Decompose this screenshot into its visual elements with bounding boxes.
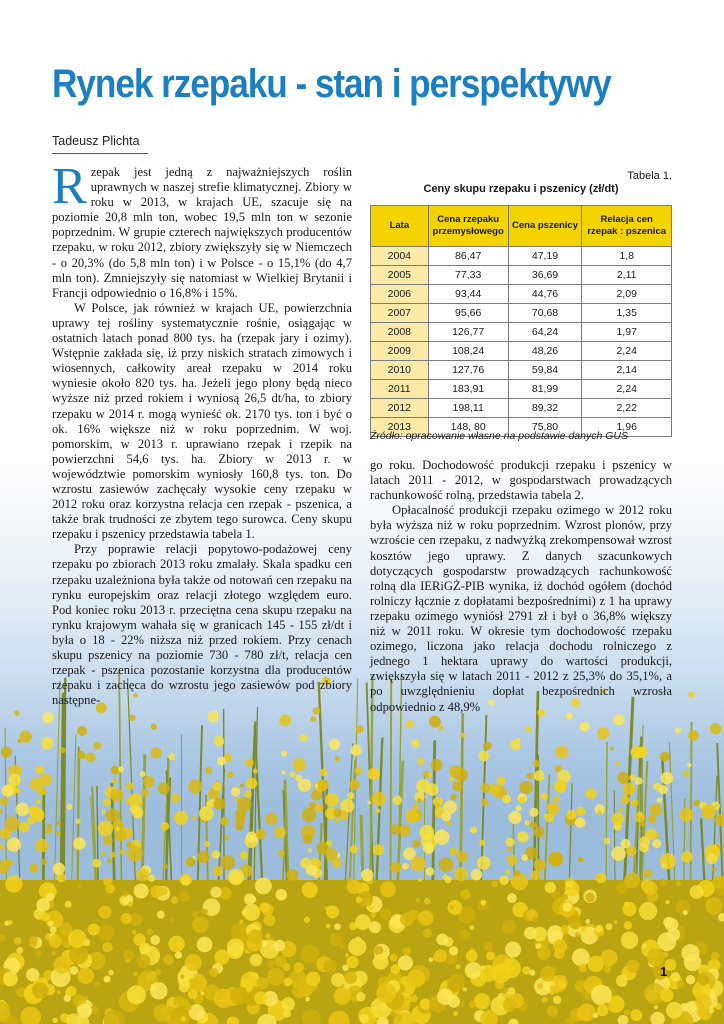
table-row [371,323,672,342]
cell-ratio: 2,24 [582,380,672,399]
cell-rapeseed-price: 77,33 [428,266,508,285]
table-title: Ceny skupu rzepaku i pszenicy (zł/dt) [423,183,619,195]
author-name: Tadeusz Plichta [52,134,140,148]
table-row [371,285,672,304]
cell-rapeseed-price: 126,77 [428,323,508,342]
table-row [371,247,672,266]
header-wheat-price: Cena pszenicy [508,206,582,247]
table-row [371,266,672,285]
cell-ratio: 2,14 [582,361,672,380]
cell-ratio: 2,22 [582,399,672,418]
cell-rapeseed-price: 127,76 [428,361,508,380]
author-divider [52,153,148,154]
cell-wheat-price: 81,99 [508,380,582,399]
paragraph: W Polsce, jak również w krajach UE, powierzchnia uprawy tej rośliny systematycznie rośnie, osiągając w ostatnich latach ponad 800 tys. ha (rzepak jary i ozimy). Wstępnie zakłada się, iż przy niskich stratach zimowych i wiosennych, całkowity areał rzepaku w 2014 roku wyniesie około 820 tys. ha. Jeżeli jego plony będą nieco wyższe niż przed rokiem i wyniosą 26,5 dt/ha, to zbiory rzepaku w 2014 r. mogą wynieść ok. 2170 tys. ton i być o ok. 16% większe niż w roku poprzednim. W woj. pomorskim, w 2013 r. uprawiano rzepak i rzepik na powierzchni 54,6 tys. ha. Zbiory w 2013 r. w województwie pomorskim wyniosły 160,8 tys. ton. Do wzrostu zasiewów zachęcały wysokie ceny rzepaku w 2012 roku oraz korzystna relacja cen rzepak - pszenica, a także brak trudności ze zbytem tego surowca. Ceny skupu rzepaku i pszenicy przedstawia tabela 1. [52,300,352,542]
cell-wheat-price: 64,24 [508,323,582,342]
cell-wheat-price: 59,84 [508,361,582,380]
cell-rapeseed-price: 198,11 [428,399,508,418]
paragraph-text: zepak jest jedną z najważniejszych roślin uprawnych w naszej strefie klimatycznej. Zbiory w roku w 2013, w krajach UE, szacuje się na poziomie 20,8 mln ton, wobec 19,5 mln ton w sezonie poprzednim. W grupie czterech największych producentów rzepaku, w roku 2012, zbiory zwiększyły się w Niemczech - o 20,3% (do 5,8 mln ton) i w Polsce - o 15,1% (do 4,7 mln ton). Zmniejszyły się natomiast w Wielkiej Brytanii i Francji odpowiednio o 16,8% i 15%. [52,165,352,300]
header-rapeseed-price: Cena rzepaku przemysłowego [428,206,508,247]
cell-ratio: 2,11 [582,266,672,285]
cell-wheat-price: 44,76 [508,285,582,304]
cell-ratio: 1,35 [582,304,672,323]
cell-year: 2004 [371,247,429,266]
cell-rapeseed-price: 95,66 [428,304,508,323]
cell-ratio: 1,96 [582,418,672,437]
cell-rapeseed-price: 86,47 [428,247,508,266]
cell-wheat-price: 75,80 [508,418,582,437]
page-number: 1 [660,964,668,979]
cell-year: 2008 [371,323,429,342]
table-label: Tabela 1. [627,170,672,182]
cell-rapeseed-price: 93,44 [428,285,508,304]
cell-ratio: 2,09 [582,285,672,304]
cell-ratio: 1,97 [582,323,672,342]
cell-wheat-price: 70,68 [508,304,582,323]
table-row [371,342,672,361]
table-row [371,380,672,399]
cell-year: 2005 [371,266,429,285]
cell-ratio: 2,24 [582,342,672,361]
cell-wheat-price: 48,26 [508,342,582,361]
table-row [371,361,672,380]
cell-year: 2006 [371,285,429,304]
cell-rapeseed-price: 148, 80 [428,418,508,437]
cell-ratio: 1,8 [582,247,672,266]
cell-year: 2009 [371,342,429,361]
paragraph [52,158,352,301]
cell-year: 2010 [371,361,429,380]
cell-wheat-price: 89,32 [508,399,582,418]
right-column [370,458,672,715]
article-title: Rynek rzepaku - stan i perspektywy [52,62,611,106]
cell-year: 2007 [371,304,429,323]
price-table [370,205,672,437]
table-row [371,304,672,323]
cell-year: 2011 [371,380,429,399]
paragraph: go roku. Dochodowość produkcji rzepaku i pszenicy w latach 2011 - 2012, w gospodarstwach prowadzących rachunkowość rolną, przedstawia tabela 2. [370,458,672,503]
cell-year: 2012 [371,399,429,418]
table-source: Źródło: opracowanie własne na podstawie danych GUS [370,430,628,442]
paragraph: Przy poprawie relacji popytowo-podażowej ceny rzepaku po zbiorach 2013 roku zmalały. Skala spadku cen rzepaku uzależniona była także od notowań cen rzepaku na rynku europejskim oraz relacji złotego względem euro. Pod koniec roku 2013 r. przeciętna cena skupu rzepaku na rynku krajowym wahała się w granicach 145 - 155 zł/dt i była o 18 - 22% niższa niż przed rokiem. Przy cenach skupu pszenicy na poziomie 730 - 780 zł/t, relacja cen rzepak - pszenica pozostanie korzystna dla producentów rzepaku i zachęca do wzrostu jego zasiewów pod zbiory następne- [52,542,352,708]
header-price-ratio: Relacja cen rzepak : pszenica [582,206,672,247]
cell-rapeseed-price: 108,24 [428,342,508,361]
paragraph: Opłacalność produkcji rzepaku ozimego w 2012 roku była wyższa niż w roku poprzednim. Wzrost plonów, przy wzroście cen rzepaku, z nadwyżką zrekompensował wzrost kosztów jego uprawy. Z danych szacunkowych dotyczących gospodarstw prowadzących rachunkowość rolną dla IERiGŻ-PIB wynika, iż dochód ogółem (dochód rolniczy łącznie z dopłatami bezpośrednimi) z 1 ha uprawy rzepaku ozimego wyniósł 2791 zł i był o 36,8% większy niż w 2011 roku. W okresie tym dochodowość rzepaku ozimego, liczona jako relacja dochodu rolniczego z jednego 1 hektara uprawy do wartości produkcji, zwiększyła się w latach 2011 - 2012 z 25,3% do 35,1%, a po uwzględnieniu dopłat bezpośrednich wzrosła odpowiednio z 48,9% [370,503,672,714]
table-row [371,399,672,418]
cell-wheat-price: 36,69 [508,266,582,285]
table-header-row [371,206,672,247]
cell-wheat-price: 47,19 [508,247,582,266]
header-years: Lata [371,206,429,247]
cell-rapeseed-price: 183,91 [428,380,508,399]
drop-cap: R [52,158,87,215]
cell-year: 2013 [371,418,429,437]
left-column [52,158,352,708]
